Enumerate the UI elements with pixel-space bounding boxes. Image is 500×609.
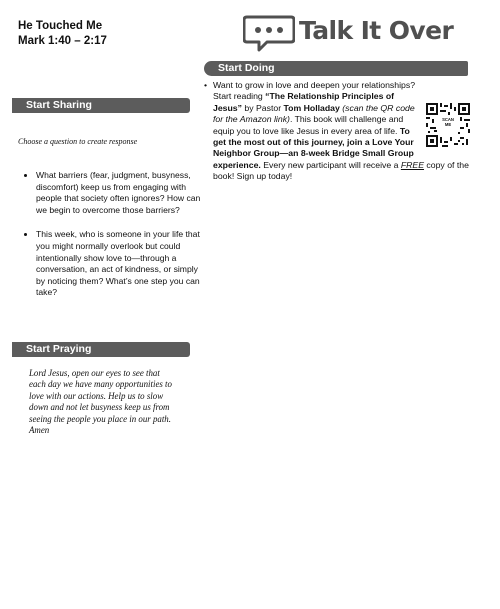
- doing-text-3: by Pastor: [241, 102, 284, 113]
- qr-code[interactable]: [425, 102, 471, 148]
- sermon-title: He Touched Me: [18, 20, 103, 32]
- doing-text-11: copy of the book! Sign up today!: [213, 159, 469, 182]
- start-praying-heading: Start Praying: [12, 342, 190, 357]
- header-title: [18, 19, 107, 49]
- doing-text-1: Want to grow in love and deepen your relationships? Start reading: [213, 80, 416, 102]
- question-2: • This week, who is someone in your life that you might normally overlook but could intentionally show love to—through a conversation, an act of kindness, or simply by noticing them? What’s one step you can take?: [36, 229, 206, 299]
- question-list: [18, 170, 206, 312]
- book-title: “The Relationship Principles of Jesus”: [213, 91, 395, 113]
- author-name: Tom Holladay: [283, 102, 340, 113]
- bullet-glyph: •: [204, 80, 208, 90]
- sharing-prompt: Choose a question to create response: [18, 137, 138, 146]
- free-emphasis: FREE: [400, 159, 425, 170]
- start-doing-heading: Start Doing: [204, 61, 468, 76]
- brand-name: Talk It Over: [299, 16, 454, 45]
- doing-item: [204, 80, 477, 183]
- group-invite: To get the most out of this journey, join a Love Your Neighbor Group—an 8-week Bridge Small Group experience.: [213, 125, 414, 170]
- speech-bubble-icon: [243, 14, 295, 52]
- start-sharing-heading: Start Sharing: [12, 98, 190, 113]
- qr-note: (scan the QR code for the Amazon link): [213, 102, 415, 125]
- scripture-reference: Mark 1:40 – 2:17: [18, 35, 107, 47]
- doing-text-9: Every new participant will receive a: [260, 159, 401, 170]
- question-1: • What barriers (fear, judgment, busyness, discomfort) keep us from engaging with people that society often ignores? How can we begin to overcome those barriers?: [36, 170, 206, 216]
- brand-logo: [243, 12, 468, 56]
- qr-scan-label: SCAN ME: [439, 117, 457, 133]
- doing-list: [204, 80, 477, 183]
- prayer-text: Lord Jesus, open our eyes to see that each day we have many opportunities to love with our actions. Help us to slow down and not let busyness keep us from seeing the people you place in our path. Amen: [29, 368, 172, 436]
- doing-text-7: . This book will challenge and equip you to love like Jesus in every area of life.: [213, 114, 404, 136]
